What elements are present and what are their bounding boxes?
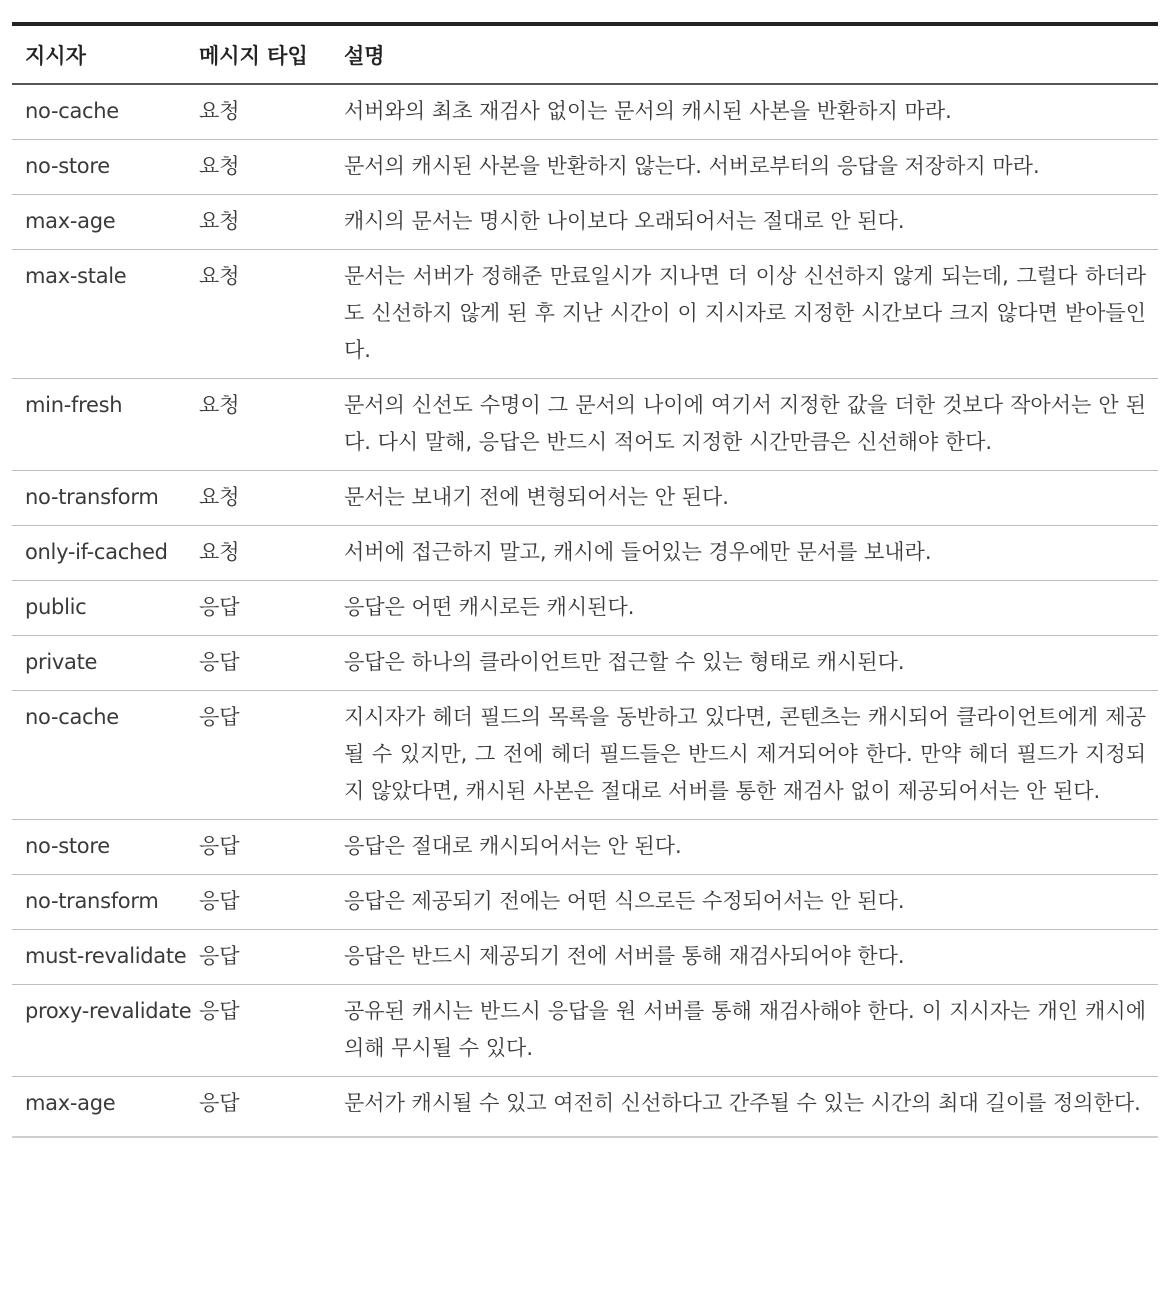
table-row bbox=[12, 471, 1158, 526]
table-row bbox=[12, 691, 1158, 820]
directive-cell: must-revalidate bbox=[12, 930, 199, 985]
message-type-cell: 요청 bbox=[199, 84, 344, 140]
table-row bbox=[12, 526, 1158, 581]
table-row bbox=[12, 195, 1158, 250]
message-type-cell: 응답 bbox=[199, 691, 344, 820]
directive-cell: proxy-revalidate bbox=[12, 985, 199, 1077]
description-cell: 문서는 보내기 전에 변형되어서는 안 된다. bbox=[344, 471, 1158, 526]
directive-cell: public bbox=[12, 581, 199, 636]
directive-cell: only-if-cached bbox=[12, 526, 199, 581]
message-type-cell: 요청 bbox=[199, 379, 344, 471]
header-description: 설명 bbox=[344, 24, 1158, 84]
message-type-cell: 응답 bbox=[199, 985, 344, 1077]
message-type-cell: 요청 bbox=[199, 250, 344, 379]
description-cell: 응답은 어떤 캐시로든 캐시된다. bbox=[344, 581, 1158, 636]
table-row bbox=[12, 820, 1158, 875]
description-cell: 응답은 하나의 클라이언트만 접근할 수 있는 형태로 캐시된다. bbox=[344, 636, 1158, 691]
message-type-cell: 요청 bbox=[199, 526, 344, 581]
table-row bbox=[12, 985, 1158, 1077]
description-cell: 응답은 절대로 캐시되어서는 안 된다. bbox=[344, 820, 1158, 875]
table-row bbox=[12, 930, 1158, 985]
directive-cell: private bbox=[12, 636, 199, 691]
description-cell: 문서의 신선도 수명이 그 문서의 나이에 여기서 지정한 값을 더한 것보다 작아서는 안 된다. 다시 말해, 응답은 반드시 적어도 지정한 시간만큼은 신선해야 한다. bbox=[344, 379, 1158, 471]
directive-cell: min-fresh bbox=[12, 379, 199, 471]
message-type-cell: 응답 bbox=[199, 930, 344, 985]
directive-cell: no-cache bbox=[12, 84, 199, 140]
table-row bbox=[12, 1077, 1158, 1138]
table-row bbox=[12, 636, 1158, 691]
message-type-cell: 응답 bbox=[199, 1091, 240, 1115]
message-type-cell: 응답 bbox=[199, 636, 344, 691]
directive-cell: no-transform bbox=[12, 471, 199, 526]
cache-control-directives-table bbox=[12, 22, 1158, 1138]
message-type-cell: 요청 bbox=[199, 471, 344, 526]
message-type-cell: 응답 bbox=[199, 581, 344, 636]
table-header-row bbox=[12, 24, 1158, 84]
message-type-cell: 요청 bbox=[199, 195, 344, 250]
header-directive: 지시자 bbox=[12, 24, 199, 84]
description-cell: 공유된 캐시는 반드시 응답을 원 서버를 통해 재검사해야 한다. 이 지시자는 개인 캐시에 의해 무시될 수 있다. bbox=[344, 985, 1158, 1077]
message-type-cell: 요청 bbox=[199, 140, 344, 195]
table-row bbox=[12, 140, 1158, 195]
description-cell: 서버와의 최초 재검사 없이는 문서의 캐시된 사본을 반환하지 마라. bbox=[344, 84, 1158, 140]
directive-cell: no-transform bbox=[12, 875, 199, 930]
table-row bbox=[12, 250, 1158, 379]
table-row bbox=[12, 379, 1158, 471]
directive-cell: max-stale bbox=[12, 250, 199, 379]
description-cell: 응답은 반드시 제공되기 전에 서버를 통해 재검사되어야 한다. bbox=[344, 930, 1158, 985]
directive-cell: max-age bbox=[25, 1091, 116, 1115]
directive-cell: no-cache bbox=[12, 691, 199, 820]
table-row bbox=[12, 84, 1158, 140]
description-cell: 문서는 서버가 정해준 만료일시가 지나면 더 이상 신선하지 않게 되는데, 그럴다 하더라도 신선하지 않게 된 후 지난 시간이 이 지시자로 지정한 시간보다 크지 않다면 받아들인다. bbox=[344, 250, 1158, 379]
message-type-cell: 응답 bbox=[199, 875, 344, 930]
message-type-cell: 응답 bbox=[199, 820, 344, 875]
table-row bbox=[12, 875, 1158, 930]
description-cell: 응답은 제공되기 전에는 어떤 식으로든 수정되어서는 안 된다. bbox=[344, 875, 1158, 930]
directive-cell: no-store bbox=[12, 820, 199, 875]
directive-cell: no-store bbox=[12, 140, 199, 195]
description-cell: 캐시의 문서는 명시한 나이보다 오래되어서는 절대로 안 된다. bbox=[344, 195, 1158, 250]
description-cell: 지시자가 헤더 필드의 목록을 동반하고 있다면, 콘텐츠는 캐시되어 클라이언트에게 제공될 수 있지만, 그 전에 헤더 필드들은 반드시 제거되어야 한다. 만약 헤더 필드가 지정되지 않았다면, 캐시된 사본은 절대로 서버를 통한 재검사 없이 제공되어서는 안 된다. bbox=[344, 691, 1158, 820]
description-cell: 서버에 접근하지 말고, 캐시에 들어있는 경우에만 문서를 보내라. bbox=[344, 526, 1158, 581]
table-row bbox=[12, 581, 1158, 636]
header-message-type: 메시지 타입 bbox=[199, 24, 344, 84]
description-cell: 문서의 캐시된 사본을 반환하지 않는다. 서버로부터의 응답을 저장하지 마라. bbox=[344, 140, 1158, 195]
directive-cell: max-age bbox=[12, 195, 199, 250]
description-cell: 문서가 캐시될 수 있고 여전히 신선하다고 간주될 수 있는 시간의 최대 길이를 정의한다. bbox=[344, 1091, 1141, 1115]
